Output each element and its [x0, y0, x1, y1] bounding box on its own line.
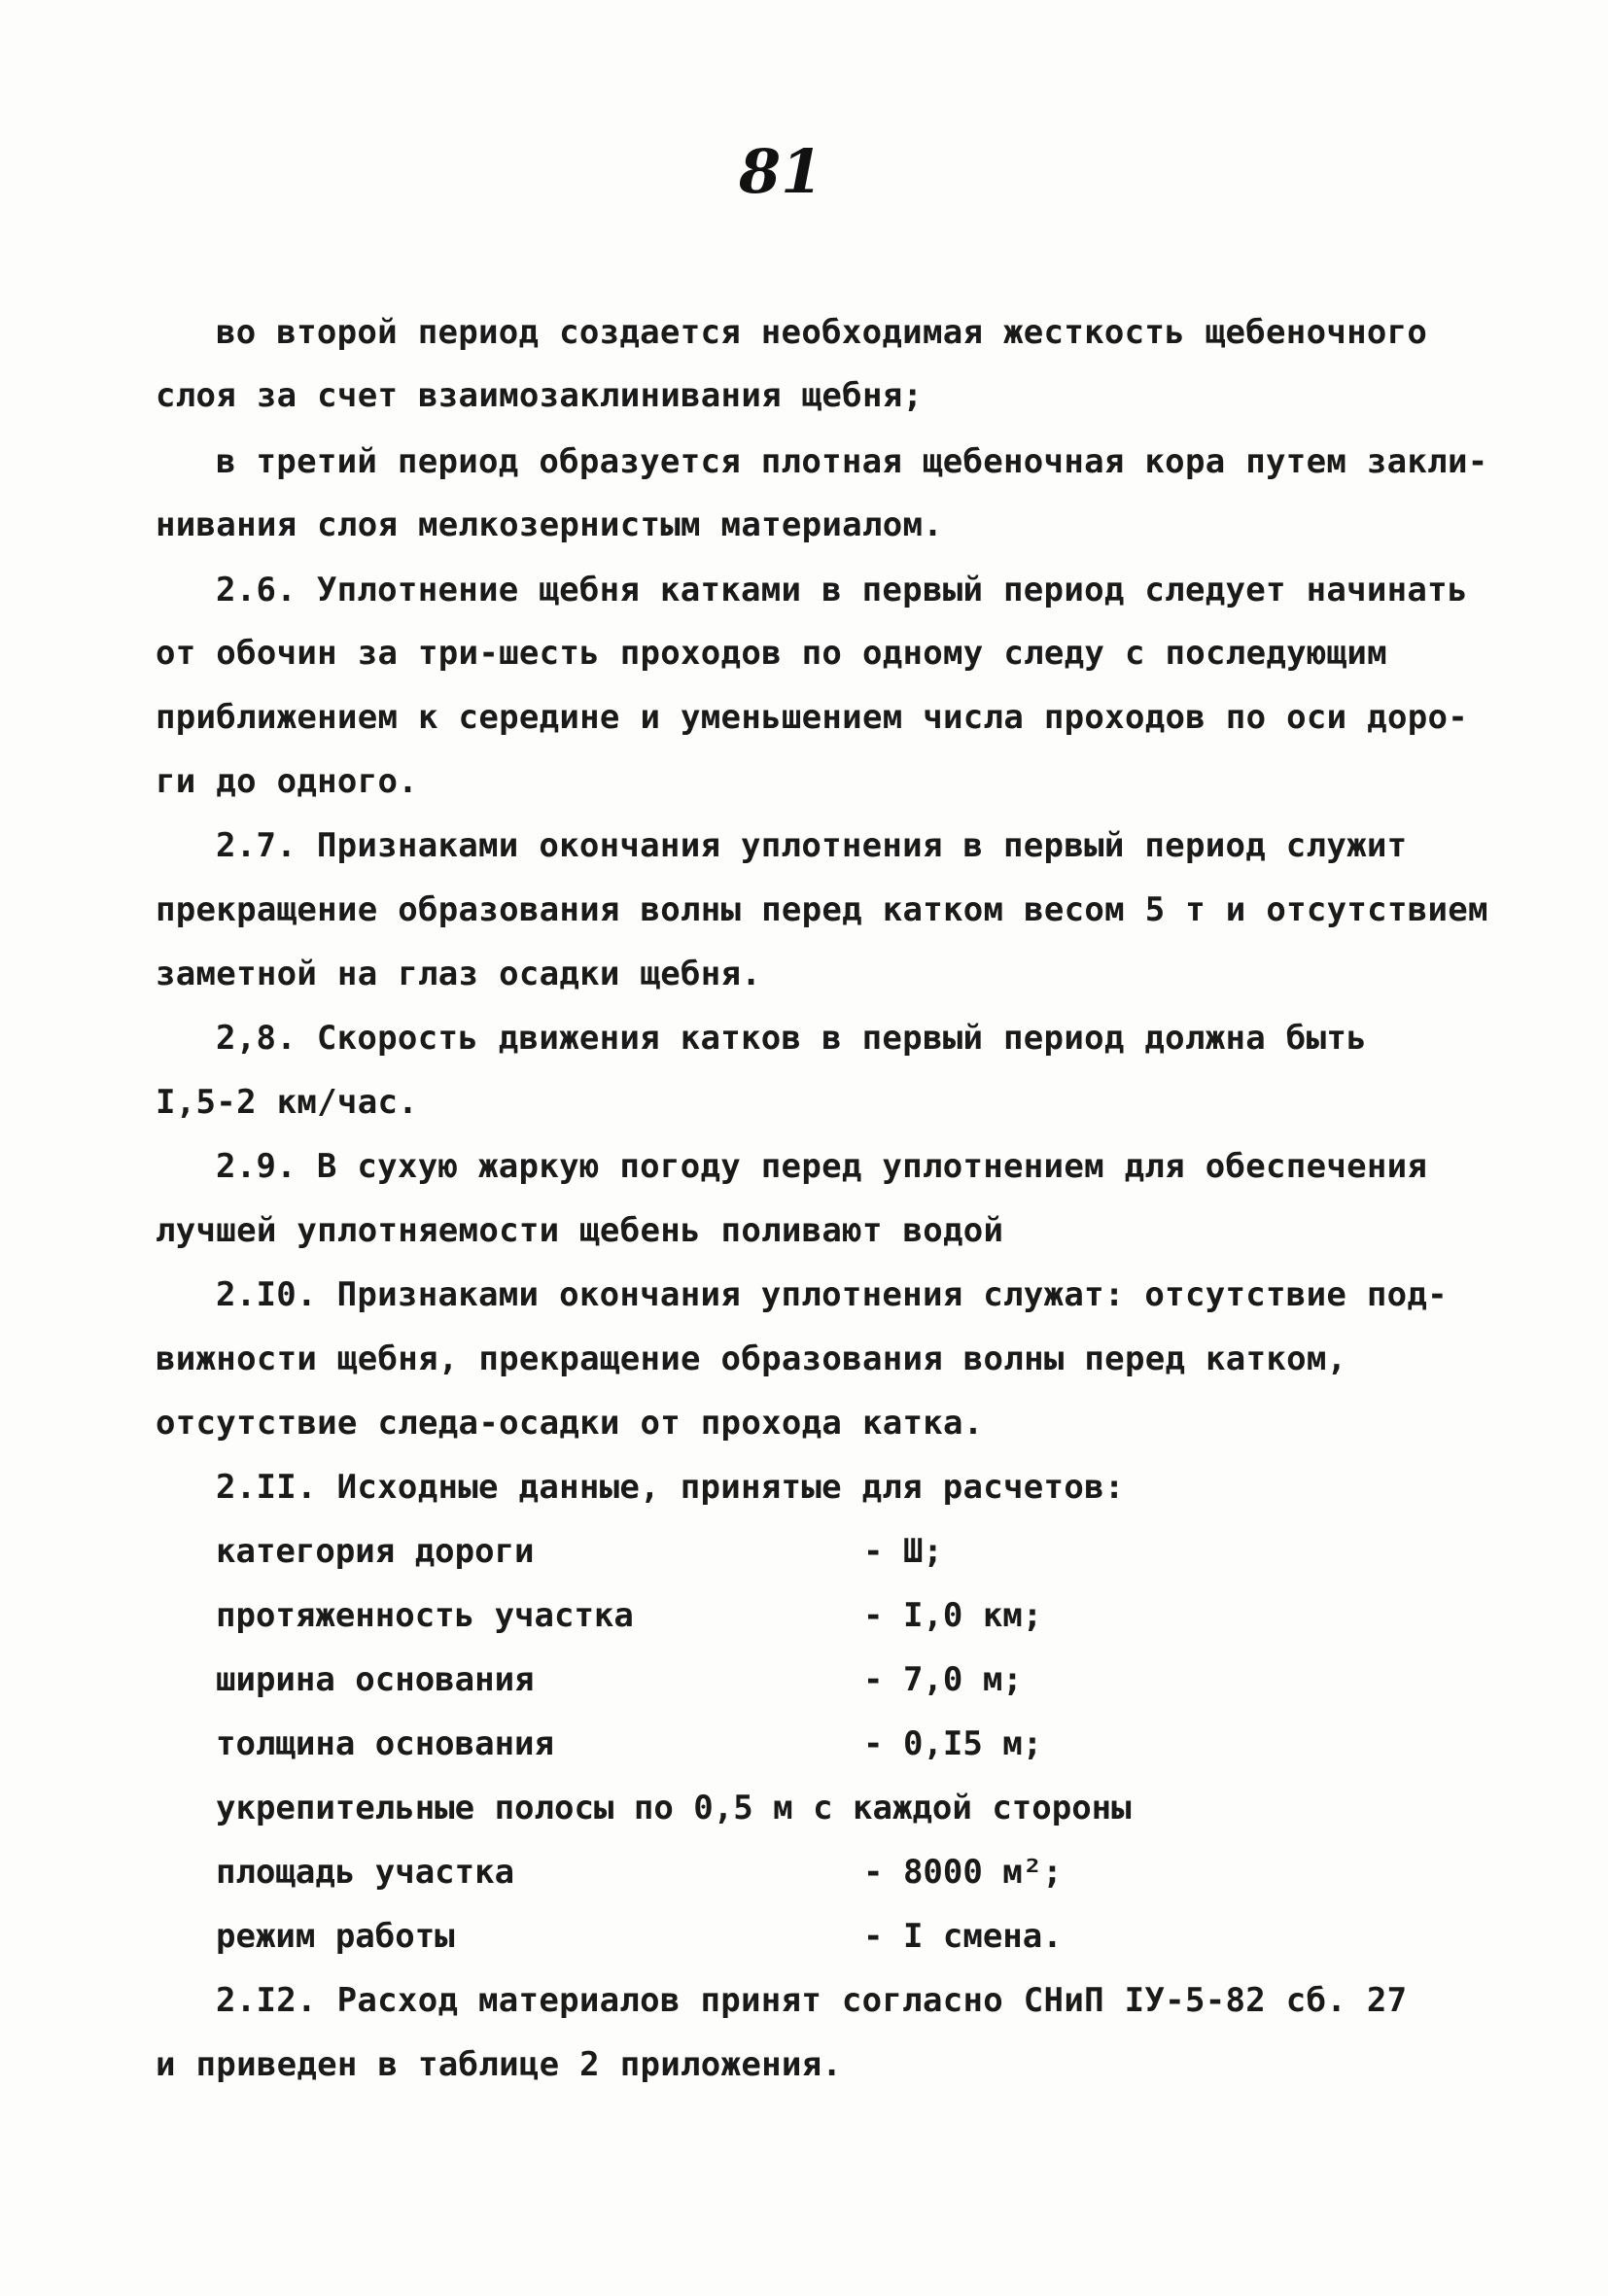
param-value: - 7,0 м;: [863, 1660, 1023, 1699]
param-value: - Ш;: [863, 1532, 943, 1571]
text-line: I,5-2 км/час.: [156, 1083, 419, 1122]
param-value: - I,0 км;: [863, 1596, 1043, 1635]
text-line: заметной на глаз осадки щебня.: [156, 955, 762, 993]
text-line: лучшей уплотняемости щебень поливают водой: [156, 1211, 1004, 1250]
text-line: и приведен в таблице 2 приложения.: [156, 2045, 843, 2084]
text-line: отсутствие следа-осадки от прохода катка.: [156, 1404, 984, 1443]
page-number: 81: [739, 136, 823, 207]
text-line: 2.I2. Расход материалов принят согласно СНиП IУ-5-82 сб. 27: [216, 1981, 1408, 2020]
text-line: 2.I0. Признаками окончания уплотнения служат: отсутствие под-: [216, 1275, 1448, 1314]
param-value: - 8000 м²;: [863, 1853, 1063, 1892]
text-line: 2.9. В сухую жаркую погоду перед уплотнением для обеспечения: [216, 1147, 1428, 1186]
text-line: в третий период образуется плотная щебеночная кора путем закли-: [216, 442, 1488, 481]
param-name: укрепительные полосы по 0,5 м с каждой стороны: [216, 1789, 1132, 1827]
text-line: 2.II. Исходные данные, принятые для расчетов:: [216, 1468, 1125, 1507]
param-name: режим работы: [216, 1917, 455, 1956]
param-value: - I смена.: [863, 1917, 1063, 1956]
param-name: площадь участка: [216, 1853, 515, 1892]
param-name: категория дороги: [216, 1532, 535, 1571]
text-line: слоя за счет взаимозаклинивания щебня;: [156, 376, 924, 415]
text-line: во второй период создается необходимая жесткость щебеночного: [216, 313, 1428, 352]
param-name: ширина основания: [216, 1660, 535, 1699]
text-line: 2.7. Признаками окончания уплотнения в первый период служит: [216, 826, 1408, 865]
text-line: 2,8. Скорость движения катков в первый период должна быть: [216, 1019, 1367, 1058]
text-line: нивания слоя мелкозернистым материалом.: [156, 505, 944, 544]
text-line: вижности щебня, прекращение образования волны перед катком,: [156, 1339, 1347, 1378]
text-line: 2.6. Уплотнение щебня катками в первый период следует начинать: [216, 571, 1468, 609]
param-name: толщина основания: [216, 1724, 554, 1763]
text-line: прекращение образования волны перед катком весом 5 т и отсутствием: [156, 890, 1488, 929]
text-line: от обочин за три-шесть проходов по одному следу с последующим: [156, 634, 1387, 673]
param-name: протяженность участка: [216, 1596, 634, 1635]
text-line: ги до одного.: [156, 762, 419, 801]
text-line: приближением к середине и уменьшением числа проходов по оси доро-: [156, 698, 1469, 737]
param-value: - 0,I5 м;: [863, 1724, 1043, 1763]
